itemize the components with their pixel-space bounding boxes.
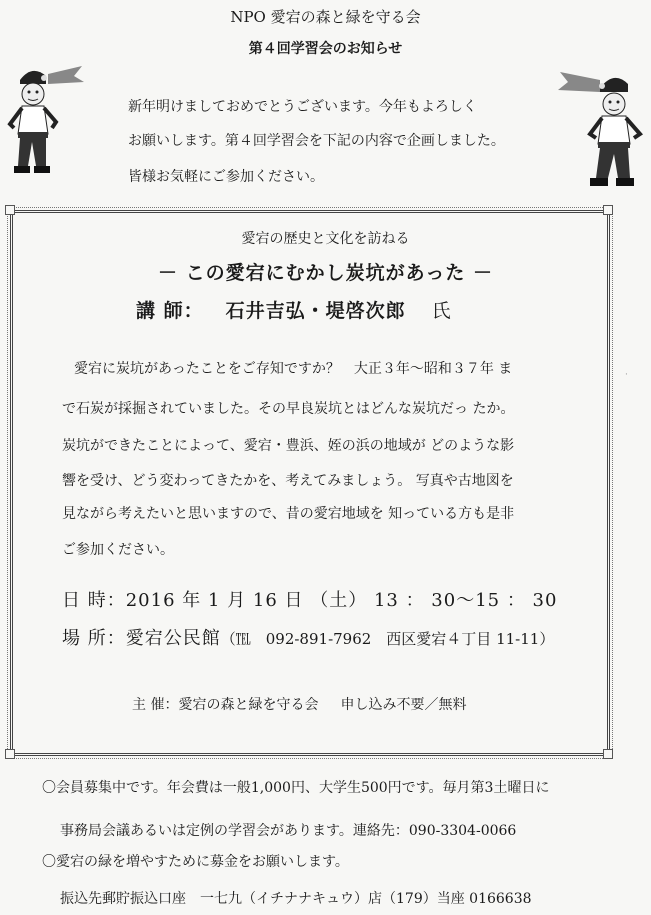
place-name: 愛宕公民館 — [125, 628, 221, 649]
lecture-subtitle: 愛宕の歴史と文化を訪ねる — [241, 231, 410, 247]
lecture-body-line: 炭坑ができたことによって、愛宕・豊浜、姪の浜の地域が どのような影 — [62, 438, 515, 454]
greeting-line: 皆様お気軽にご参加ください。 — [128, 169, 324, 185]
lecture-title: － この愛宕にむかし炭坑があった － — [157, 262, 494, 284]
frame-corner — [603, 205, 613, 215]
miner-mascot-icon — [4, 62, 86, 180]
lecture-body-line: で石炭が採掘されていました。その早良炭坑とはどんな炭坑だっ たか。 — [62, 401, 515, 417]
lecture-body-line: 響を受け、どう変わってきたかを、考えてみましょう。 写真や古地図を — [62, 473, 514, 489]
frame-corner — [603, 749, 613, 759]
organizer-note: 申し込み不要／無料 — [340, 697, 467, 713]
membership-line: 〇会員募集中です。年会費は一般1,000円、大学生500円です。毎月第3土曜日に — [42, 780, 550, 796]
organization-title: NPO 愛宕の森と緑を守る会 — [230, 8, 421, 26]
miner-mascot-icon — [556, 68, 648, 192]
scan-speck: · — [625, 370, 628, 380]
organizer-label: 主 催： — [132, 697, 179, 713]
organizer-row — [132, 694, 466, 714]
lecturer-label: 講 師： — [136, 300, 204, 322]
event-date-row — [62, 586, 557, 612]
place-tel: （℡ 092-891-7962 西区愛宕４丁目 11-11） — [220, 630, 555, 648]
frame-corner — [5, 205, 15, 215]
frame-corner — [5, 749, 15, 759]
date-label: 日 時： — [62, 590, 126, 611]
lecture-body-line: ご参加ください。 — [62, 542, 174, 558]
place-label: 場 所： — [62, 628, 126, 649]
lecture-body-line: 愛宕に炭坑があったことをご存知ですか？ 大正３年〜昭和３７年 ま — [74, 361, 513, 377]
event-place-row — [62, 624, 554, 650]
lecturer-names: 石井吉弘・堤啓次郎 — [225, 300, 406, 322]
notice-title: 第４回学習会のお知らせ — [248, 41, 403, 57]
lecturer-honorific: 氏 — [431, 300, 452, 322]
lecture-body-line: 見ながら考えたいと思いますので、昔の愛宕地域を 知っている方も是非 — [62, 506, 515, 522]
organizer-name: 愛宕の森と緑を守る会 — [178, 697, 319, 713]
donation-line: 〇愛宕の緑を増やすために募金をお願いします。 — [42, 854, 349, 870]
lecturer-row — [136, 296, 452, 323]
greeting-line: 新年明けましておめでとうございます。今年もよろしく — [128, 99, 477, 115]
contact-line: 事務局会議あるいは定例の学習会があります。連絡先：090-3304-0066 — [60, 823, 517, 839]
greeting-line: お願いします。第４回学習会を下記の内容で企画しました。 — [128, 133, 505, 149]
bank-account-line: 振込先郵貯振込口座 一七九（イチナナキュウ）店（179）当座 0166638 — [60, 891, 532, 907]
date-value: 2016 年 1 月 16 日 （土） 13 ： 30〜15 ： 30 — [125, 590, 558, 611]
